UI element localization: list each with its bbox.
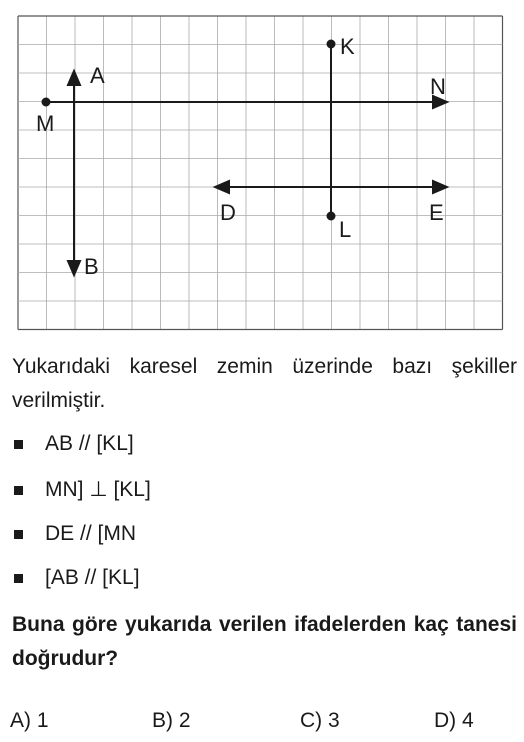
label-m: M [36, 111, 55, 136]
arrow-e [433, 181, 447, 193]
label-n: N [430, 74, 446, 99]
option-value: 1 [36, 709, 49, 732]
question-text: Buna göre yukarıda verilen ifadelerden kaç tanesi doğrudur? [12, 613, 517, 670]
statement-3 [14, 520, 136, 548]
point-k [328, 41, 335, 48]
statement-4 [14, 564, 140, 592]
option-label: C) [300, 709, 323, 732]
label-l: L [339, 217, 352, 242]
option-label: D) [434, 709, 457, 732]
option-a[interactable] [10, 707, 49, 735]
statement-text: DE // [MN [45, 522, 137, 545]
option-c[interactable] [300, 707, 340, 735]
point-l [328, 213, 335, 220]
bullet-icon [14, 530, 23, 539]
bullet-icon [14, 486, 23, 495]
label-d: D [220, 200, 236, 225]
option-b[interactable] [152, 707, 191, 735]
statement-1 [14, 430, 134, 458]
statement-text: AB // [KL] [45, 432, 134, 455]
bullet-icon [14, 440, 23, 449]
grid-figure [0, 0, 524, 340]
option-label: A) [10, 709, 31, 732]
label-a: A [90, 63, 105, 88]
option-value: 2 [178, 709, 191, 732]
label-b: B [84, 254, 99, 279]
point-m [43, 99, 50, 106]
statement-2 [14, 476, 151, 504]
option-label: B) [152, 709, 173, 732]
intro-text: Yukarıdaki karesel zemin üzerinde bazı şekiller verilmiştir. [12, 355, 517, 412]
option-d[interactable] [434, 707, 474, 735]
bullet-icon [14, 574, 23, 583]
option-value: 4 [462, 709, 474, 732]
statement-text: MN] ⊥ [KL] [45, 478, 151, 501]
statement-text: [AB // [KL] [45, 566, 140, 589]
label-k: K [340, 34, 355, 59]
label-e: E [429, 200, 444, 225]
point-labels [36, 34, 446, 279]
option-value: 3 [328, 709, 340, 732]
